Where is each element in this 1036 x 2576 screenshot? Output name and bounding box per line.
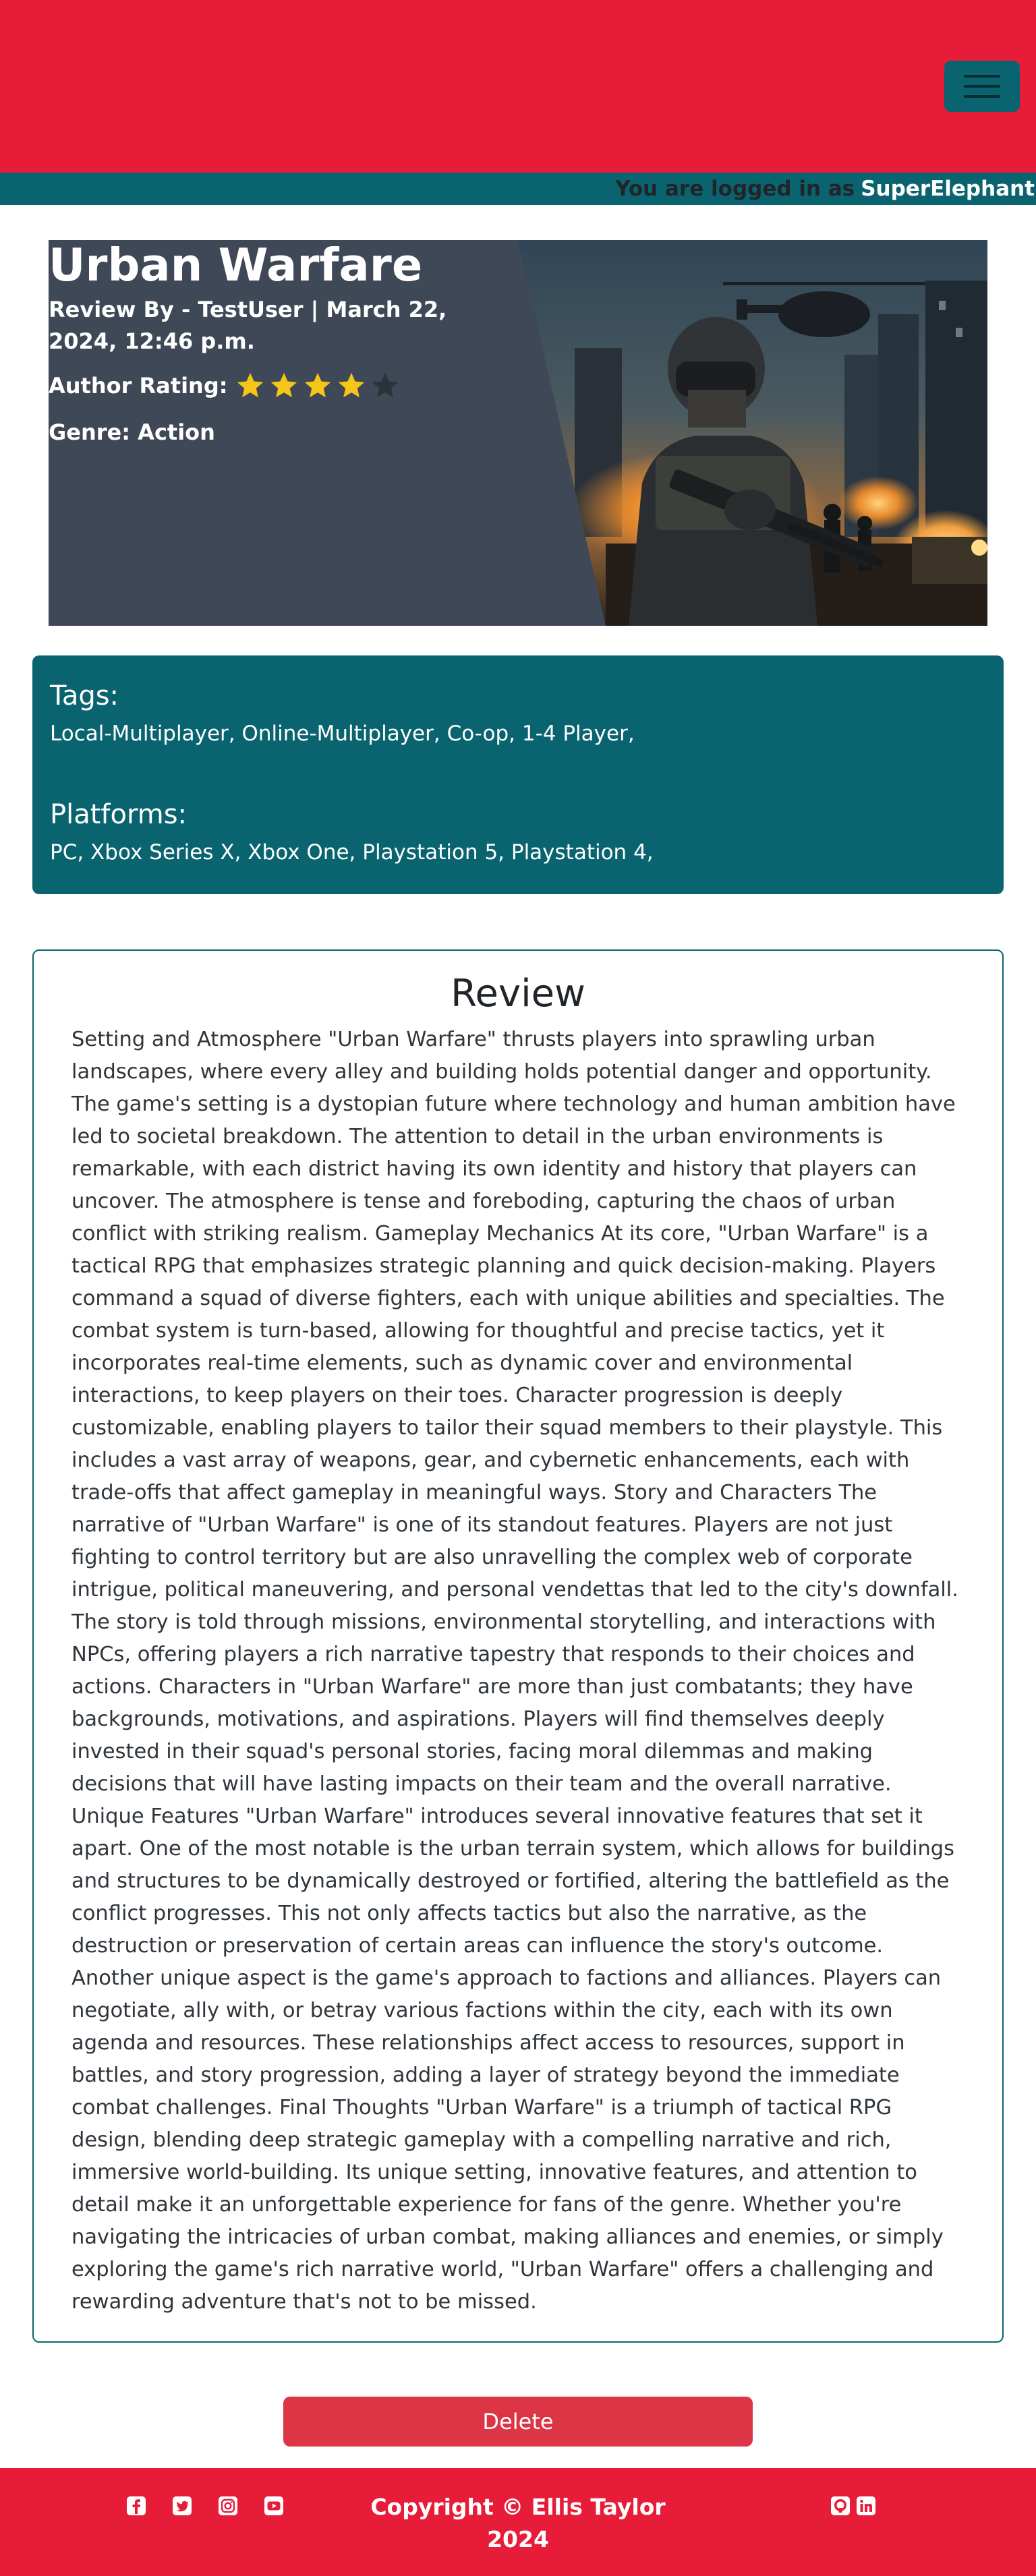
rating-label: Author Rating: (49, 373, 228, 399)
twitter-icon[interactable] (171, 2495, 193, 2517)
social-links (125, 2495, 285, 2517)
navbar (0, 0, 1036, 173)
developer-links (830, 2495, 877, 2517)
rating-stars (235, 370, 401, 401)
instagram-icon[interactable] (217, 2495, 239, 2517)
star-filled-icon (268, 370, 299, 401)
hamburger-icon (964, 75, 1000, 78)
review-hero (49, 240, 987, 626)
tags-list: Local-Multiplayer, Online-Multiplayer, Co-op, 1-4 Player, (50, 722, 635, 746)
menu-toggle-button[interactable] (944, 61, 1020, 112)
linkedin-icon[interactable] (855, 2495, 877, 2517)
review-card (32, 949, 1004, 2343)
login-status-bar (0, 173, 1036, 205)
tags-platforms-panel (32, 655, 1004, 894)
author-rating (49, 368, 521, 403)
actions (0, 2397, 1036, 2447)
platforms-list: PC, Xbox Series X, Xbox One, Playstation 5, Playstation 4, (50, 840, 654, 865)
review-header (49, 240, 521, 445)
footer (0, 2468, 1036, 2576)
github-icon[interactable] (830, 2495, 851, 2517)
facebook-icon[interactable] (125, 2495, 147, 2517)
username[interactable]: SuperElephant (861, 177, 1035, 201)
review-title: Urban Warfare (49, 240, 423, 291)
platforms-heading: Platforms: (50, 799, 188, 830)
review-heading: Review (451, 972, 585, 1016)
star-empty-icon (370, 370, 401, 401)
genre-label: Genre: Action (49, 419, 215, 445)
youtube-icon[interactable] (263, 2495, 285, 2517)
star-filled-icon (235, 370, 266, 401)
login-status-text: You are logged in as (615, 177, 855, 201)
review-byline: Review By - TestUser | March 22, 2024, 12:46 p.m. (49, 297, 447, 354)
review-body: Setting and Atmosphere "Urban Warfare" thrusts players into sprawling urban landscapes, where every alley and building holds potential danger and opportunity. The game's setting is a dystopian future where technology and human ambition have led to societal breakdown. The attention to detail in the urban environments is remarkable, with each district having its own identity and history that players can uncover. The atmosphere is tense and foreboding, capturing the chaos of urban conflict with striking realism. Gameplay Mechanics At its core, "Urban Warfare" is a tactical RPG that emphasizes strategic planning and quick decision-making. Players command a squad of diverse fighters, each with unique abilities and specialties. The combat system is turn-based, allowing for thoughtful and precise tactics, yet it incorporates real-time elements, such as dynamic cover and environmental interactions, to keep players on their toes. Character progression is deeply customizable, enabling players to tailor their squad members to their playstyle. This includes a vast array of weapons, gear, and cybernetic enhancements, each with trade-offs that affect gameplay in meaningful ways. Story and Characters The narrative of "Urban Warfare" is one of its standout features. Players are not just fighting to control territory but are also unravelling the complex web of corporate intrigue, political maneuvering, and personal vendettas that led to the city's downfall. The story is told through missions, environmental storytelling, and interactions with NPCs, offering players a rich narrative tapestry that responds to their choices and actions. Characters in "Urban Warfare" are more than just combatants; they have backgrounds, motivations, and aspirations. Players will find themselves deeply invested in their squad's personal stories, facing moral dilemmas and making decisions that will have lasting impacts on their team and the overall narrative. Unique Features "Urban Warfare" introduces several innovative features that set it apart. One of the most notable is the urban terrain system, which allows for buildings and structures to be dynamically destroyed or fortified, altering the battlefield as the conflict progresses. This not only affects tactics but also the narrative, as the destruction or preservation of certain areas can influence the story's outcome. Another unique aspect is the game's approach to factions and alliances. Players can negotiate, ally with, or betray various factions within the city, each with its own agenda and resources. These relationships affect access to resources, support in battles, and story progression, adding a layer of strategy beyond the immediate combat challenges. Final Thoughts "Urban Warfare" is a triumph of tactical RPG design, blending deep strategic gameplay with a compelling narrative and rich, immersive world-building. Its unique setting, innovative features, and attention to detail make it an unforgettable experience for fans of the genre. Whether you're navigating the intricacies of urban combat, making alliances and enemies, or simply exploring the game's rich narrative world, "Urban Warfare" offers a challenging and rewarding adventure that's not to be missed. (71, 1028, 958, 2314)
copyright-text: Copyright © Ellis Taylor 2024 (370, 2494, 666, 2552)
tags-heading: Tags: (50, 680, 119, 711)
star-filled-icon (302, 370, 333, 401)
delete-button[interactable]: Delete (283, 2397, 753, 2447)
star-filled-icon (336, 370, 367, 401)
